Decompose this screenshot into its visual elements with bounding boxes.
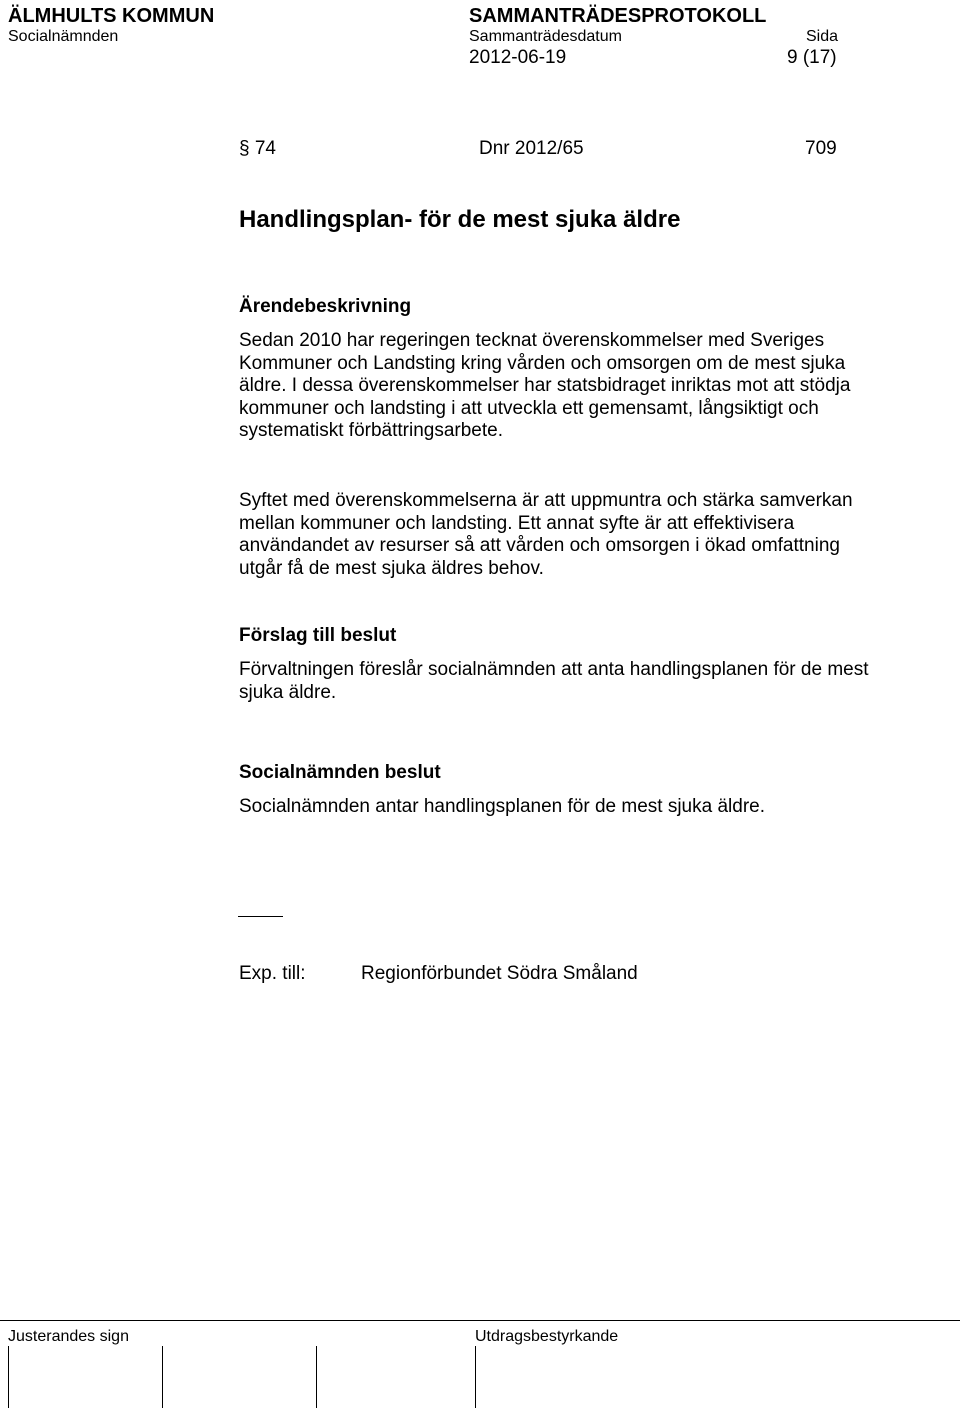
page-number: 9 (17) [787, 47, 837, 68]
signature-box-line [8, 1346, 9, 1408]
meeting-date: 2012-06-19 [469, 47, 567, 68]
proposal-heading: Förslag till beslut [239, 625, 397, 646]
case-description-heading: Ärendebeskrivning [239, 296, 412, 317]
signature-box-line [316, 1346, 317, 1408]
meeting-date-label: Sammanträdesdatum [469, 28, 622, 45]
diary-number: Dnr 2012/65 [479, 138, 584, 159]
decision-text: Socialnämnden antar handlingsplanen för de mest sjuka äldre. [239, 796, 765, 817]
certification-box-line [475, 1346, 476, 1408]
expedition-recipient: Regionförbundet Södra Småland [361, 963, 638, 984]
document-type: SAMMANTRÄDESPROTOKOLL [469, 5, 767, 27]
signature-box-line [162, 1346, 163, 1408]
adjuster-signature-label: Justerandes sign [8, 1328, 129, 1345]
item-number-value: 74 [254, 138, 276, 159]
org-name: ÄLMHULTS KOMMUN [8, 5, 215, 27]
item-number [239, 138, 276, 161]
proposal-text: Förvaltningen föreslår socialnämnden att anta handlingsplanen för de mest sjuka äldre. [239, 659, 869, 703]
separator-line [238, 916, 283, 917]
page-label: Sida [806, 28, 839, 45]
section-symbol: § [239, 138, 250, 159]
footer-divider [0, 1320, 960, 1321]
archive-code: 709 [805, 138, 837, 159]
case-description-paragraph-1: Sedan 2010 har regeringen tecknat överenskommelser med Sveriges Kommuner och Landsting kring vården och omsorgen om de mest sjuka äldre. I dessa överenskommelser har statsbidraget inriktas mot att stödja kommuner och landsting i att utveckla ett gemensamt, långsiktigt och systematiskt förbättringsarbete. [239, 330, 851, 441]
extract-certification-label: Utdragsbestyrkande [475, 1328, 619, 1345]
expedition-label: Exp. till: [239, 963, 306, 984]
page-title: Handlingsplan- för de mest sjuka äldre [239, 206, 681, 233]
decision-heading: Socialnämnden beslut [239, 762, 441, 783]
case-description-paragraph-2: Syftet med överenskommelserna är att uppmuntra och stärka samverkan mellan kommuner och landsting. Ett annat syfte är att effektivisera användandet av resurser så att vården och omsorgen i ökad omfattning utgår få de mest sjuka äldres behov. [239, 490, 853, 579]
committee-name: Socialnämnden [8, 28, 119, 45]
